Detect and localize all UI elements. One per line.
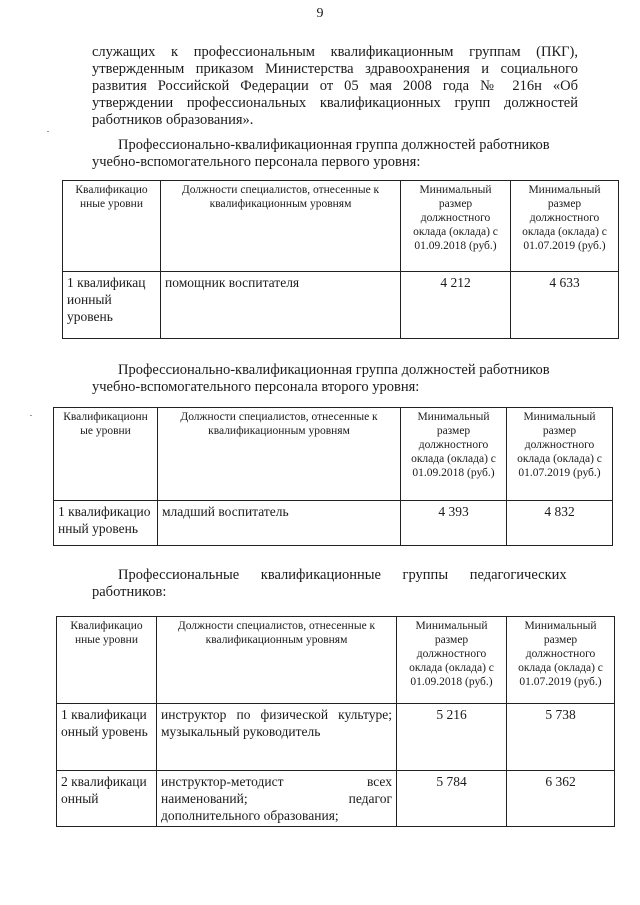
section1-title-line1: Профессионально-квалификационная группа должностей работников xyxy=(118,137,550,153)
positions-cell: инструктор по физической культуре; музыкальный руководитель xyxy=(157,704,397,771)
qualification-level: 2 квалификаци онный xyxy=(57,771,157,827)
positions-cell: младший воспитатель xyxy=(158,501,401,546)
section3-title-line2: работников: xyxy=(92,584,167,600)
intro-line: утверждении профессиональных квалификационных групп должностей xyxy=(92,95,578,111)
table-header-row xyxy=(57,617,615,704)
table-row xyxy=(57,771,615,827)
scan-mark xyxy=(47,131,49,132)
col-header-salary-2019: Минимальный размер должностного оклада (оклада) с 01.07.2019 (руб.) xyxy=(507,617,615,704)
salary-2018-cell: 5 784 xyxy=(397,771,507,827)
qualification-level: 1 квалификаци онный уровень xyxy=(57,704,157,771)
table-header-row xyxy=(63,181,619,272)
table-row xyxy=(54,501,613,546)
section1-title-line2: учебно-вспомогательного персонала первого уровня: xyxy=(92,154,421,170)
section3-table xyxy=(56,616,615,827)
salary-2019-cell: 5 738 xyxy=(507,704,615,771)
positions-cell: инструктор-методист всех наименований; педагог дополнительного образования; xyxy=(157,771,397,827)
col-header-positions: Должности специалистов, отнесенные к квалификационным уровням xyxy=(161,181,401,272)
section3-heading xyxy=(92,567,578,601)
col-header-salary-2018: Минимальный размер должностного оклада (оклада) с 01.09.2018 (руб.) xyxy=(397,617,507,704)
table-header-row xyxy=(54,408,613,501)
section1-table xyxy=(62,180,619,339)
qualification-level: 1 квалификац ионный уровень xyxy=(63,272,161,339)
section2-title-line1: Профессионально-квалификационная группа должностей работников xyxy=(118,362,550,378)
section2-heading xyxy=(92,362,578,396)
salary-2018-cell: 4 393 xyxy=(401,501,507,546)
col-header-levels: Квалификацио нные уровни xyxy=(57,617,157,704)
page-number: 9 xyxy=(316,6,324,21)
intro-line: работников образования». xyxy=(92,112,254,128)
intro-line: развития Российской Федерации от 05 мая 2008 года № 216н «Об xyxy=(92,78,578,94)
salary-2018-cell: 4 212 xyxy=(401,272,511,339)
col-header-positions: Должности специалистов, отнесенные к квалификационным уровням xyxy=(158,408,401,501)
col-header-positions: Должности специалистов, отнесенные к квалификационным уровням xyxy=(157,617,397,704)
col-header-salary-2019: Минимальный размер должностного оклада (оклада) с 01.07.2019 (руб.) xyxy=(507,408,613,501)
col-header-salary-2018: Минимальный размер должностного оклада (оклада) с 01.09.2018 (руб.) xyxy=(401,181,511,272)
qualification-level: 1 квалификацио нный уровень xyxy=(54,501,158,546)
col-header-levels: Квалификационн ые уровни xyxy=(54,408,158,501)
table-row xyxy=(63,272,619,339)
section1-heading xyxy=(92,137,578,171)
intro-line: служащих к профессиональным квалификационным группам (ПКГ), xyxy=(92,44,578,60)
table-row xyxy=(57,704,615,771)
intro-paragraph xyxy=(92,44,578,129)
col-header-salary-2018: Минимальный размер должностного оклада (оклада) с 01.09.2018 (руб.) xyxy=(401,408,507,501)
intro-line: утвержденным приказом Министерства здравоохранения и социального xyxy=(92,61,578,77)
col-header-levels: Квалификацио нные уровни xyxy=(63,181,161,272)
positions-cell: помощник воспитателя xyxy=(161,272,401,339)
salary-2019-cell: 4 633 xyxy=(511,272,619,339)
salary-2018-cell: 5 216 xyxy=(397,704,507,771)
section2-title-line2: учебно-вспомогательного персонала второго уровня: xyxy=(92,379,420,395)
scan-mark xyxy=(30,415,32,416)
salary-2019-cell: 6 362 xyxy=(507,771,615,827)
section2-table xyxy=(53,407,613,546)
col-header-salary-2019: Минимальный размер должностного оклада (оклада) с 01.07.2019 (руб.) xyxy=(511,181,619,272)
salary-2019-cell: 4 832 xyxy=(507,501,613,546)
section3-title-line1: Профессиональные квалификационные группы педагогических xyxy=(118,567,567,583)
